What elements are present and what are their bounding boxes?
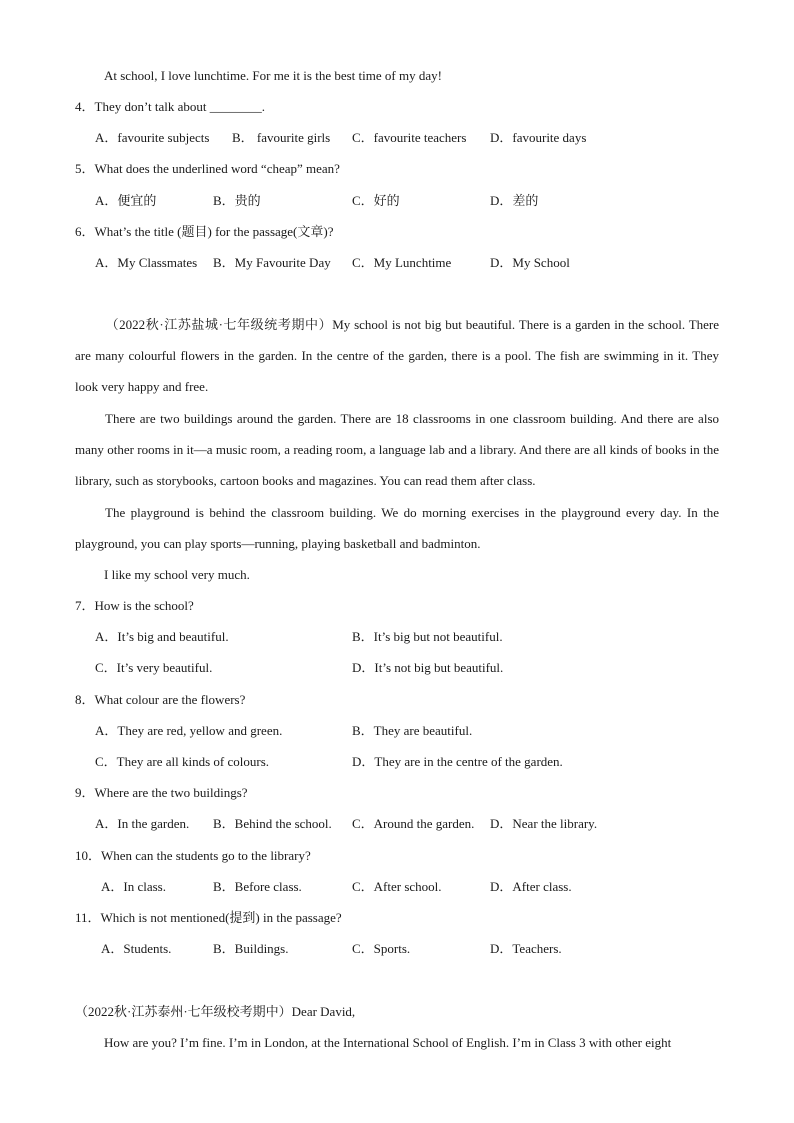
q6-option-c[interactable]: C．My Lunchtime: [352, 255, 452, 270]
q11-option-c[interactable]: C．Sports.: [352, 941, 411, 956]
q4-option-a[interactable]: A．favourite subjects: [95, 130, 210, 145]
passage-3-source: （2022秋·江苏泰州·七年级校考期中）Dear David,: [75, 1004, 356, 1019]
q6-option-b[interactable]: B．My Favourite Day: [213, 255, 331, 270]
question-10-stem: 10．When can the students go to the library?: [75, 848, 311, 863]
question-9-stem: 9．Where are the two buildings?: [75, 785, 248, 800]
q8-option-b[interactable]: B．They are beautiful.: [352, 723, 473, 738]
q11-option-b[interactable]: B．Buildings.: [213, 941, 289, 956]
q8-option-c[interactable]: C．They are all kinds of colours.: [95, 754, 270, 769]
passage-3-paragraph-1: How are you? I’m fine. I’m in London, at the International School of English. I’m in Class 3 with other eight: [104, 1035, 672, 1050]
q7-option-b[interactable]: B．It’s big but not beautiful.: [352, 629, 503, 644]
q4-option-d[interactable]: D．favourite days: [490, 130, 587, 145]
q10-option-c[interactable]: C．After school.: [352, 879, 442, 894]
q5-option-b[interactable]: B．贵的: [213, 193, 261, 208]
question-4-stem: 4．They don’t talk about ________.: [75, 99, 266, 114]
q9-option-c[interactable]: C．Around the garden.: [352, 816, 475, 831]
q7-option-a[interactable]: A．It’s big and beautiful.: [95, 629, 229, 644]
q7-option-c[interactable]: C．It’s very beautiful.: [95, 660, 213, 675]
q9-option-a[interactable]: A．In the garden.: [95, 816, 190, 831]
q6-option-a[interactable]: A．My Classmates: [95, 255, 198, 270]
q4-option-c[interactable]: C．favourite teachers: [352, 130, 467, 145]
q9-option-d[interactable]: D．Near the library.: [490, 816, 598, 831]
passage-2-paragraph-2: There are two buildings around the garden. There are 18 classrooms in one classroom building. And there are also many other rooms in it—a music room, a reading room, a language lab and a library. And there are all kinds of books in the library, such as storybooks, cartoon books and magazines. You can read them after class.: [75, 411, 719, 489]
q10-option-b[interactable]: B．Before class.: [213, 879, 302, 894]
question-11-stem: 11．Which is not mentioned(提到) in the passage?: [75, 910, 342, 925]
passage-2-paragraph-4: I like my school very much.: [104, 567, 250, 582]
q4-option-b[interactable]: B． favourite girls: [232, 130, 331, 145]
q7-option-d[interactable]: D．It’s not big but beautiful.: [352, 660, 504, 675]
q11-option-d[interactable]: D．Teachers.: [490, 941, 562, 956]
question-5-stem: 5．What does the underlined word “cheap” mean?: [75, 161, 340, 176]
question-7-stem: 7．How is the school?: [75, 598, 194, 613]
q10-option-d[interactable]: D．After class.: [490, 879, 572, 894]
passage-2-paragraph-1: （2022秋·江苏盐城·七年级统考期中）My school is not big but beautiful. There is a garden in the school. There are many colourful flowers in the garden. In the centre of the garden, there is a pool. The fish are swimming in it. They look very happy and free.: [75, 317, 719, 395]
q8-option-a[interactable]: A．They are red, yellow and green.: [95, 723, 283, 738]
q9-option-b[interactable]: B．Behind the school.: [213, 816, 332, 831]
q6-option-d[interactable]: D．My School: [490, 255, 570, 270]
q5-option-c[interactable]: C．好的: [352, 193, 400, 208]
q5-option-d[interactable]: D．差的: [490, 193, 539, 208]
q5-option-a[interactable]: A．便宜的: [95, 193, 157, 208]
intro-line: At school, I love lunchtime. For me it is the best time of my day!: [104, 68, 442, 83]
question-6-stem: 6．What’s the title (题目) for the passage(文章)?: [75, 224, 334, 239]
q8-option-d[interactable]: D．They are in the centre of the garden.: [352, 754, 563, 769]
q11-option-a[interactable]: A．Students.: [101, 941, 172, 956]
q10-option-a[interactable]: A．In class.: [101, 879, 166, 894]
passage-2-paragraph-3: The playground is behind the classroom building. We do morning exercises in the playground every day. In the playground, you can play sports—running, playing basketball and badminton.: [75, 505, 719, 552]
question-8-stem: 8．What colour are the flowers?: [75, 692, 246, 707]
